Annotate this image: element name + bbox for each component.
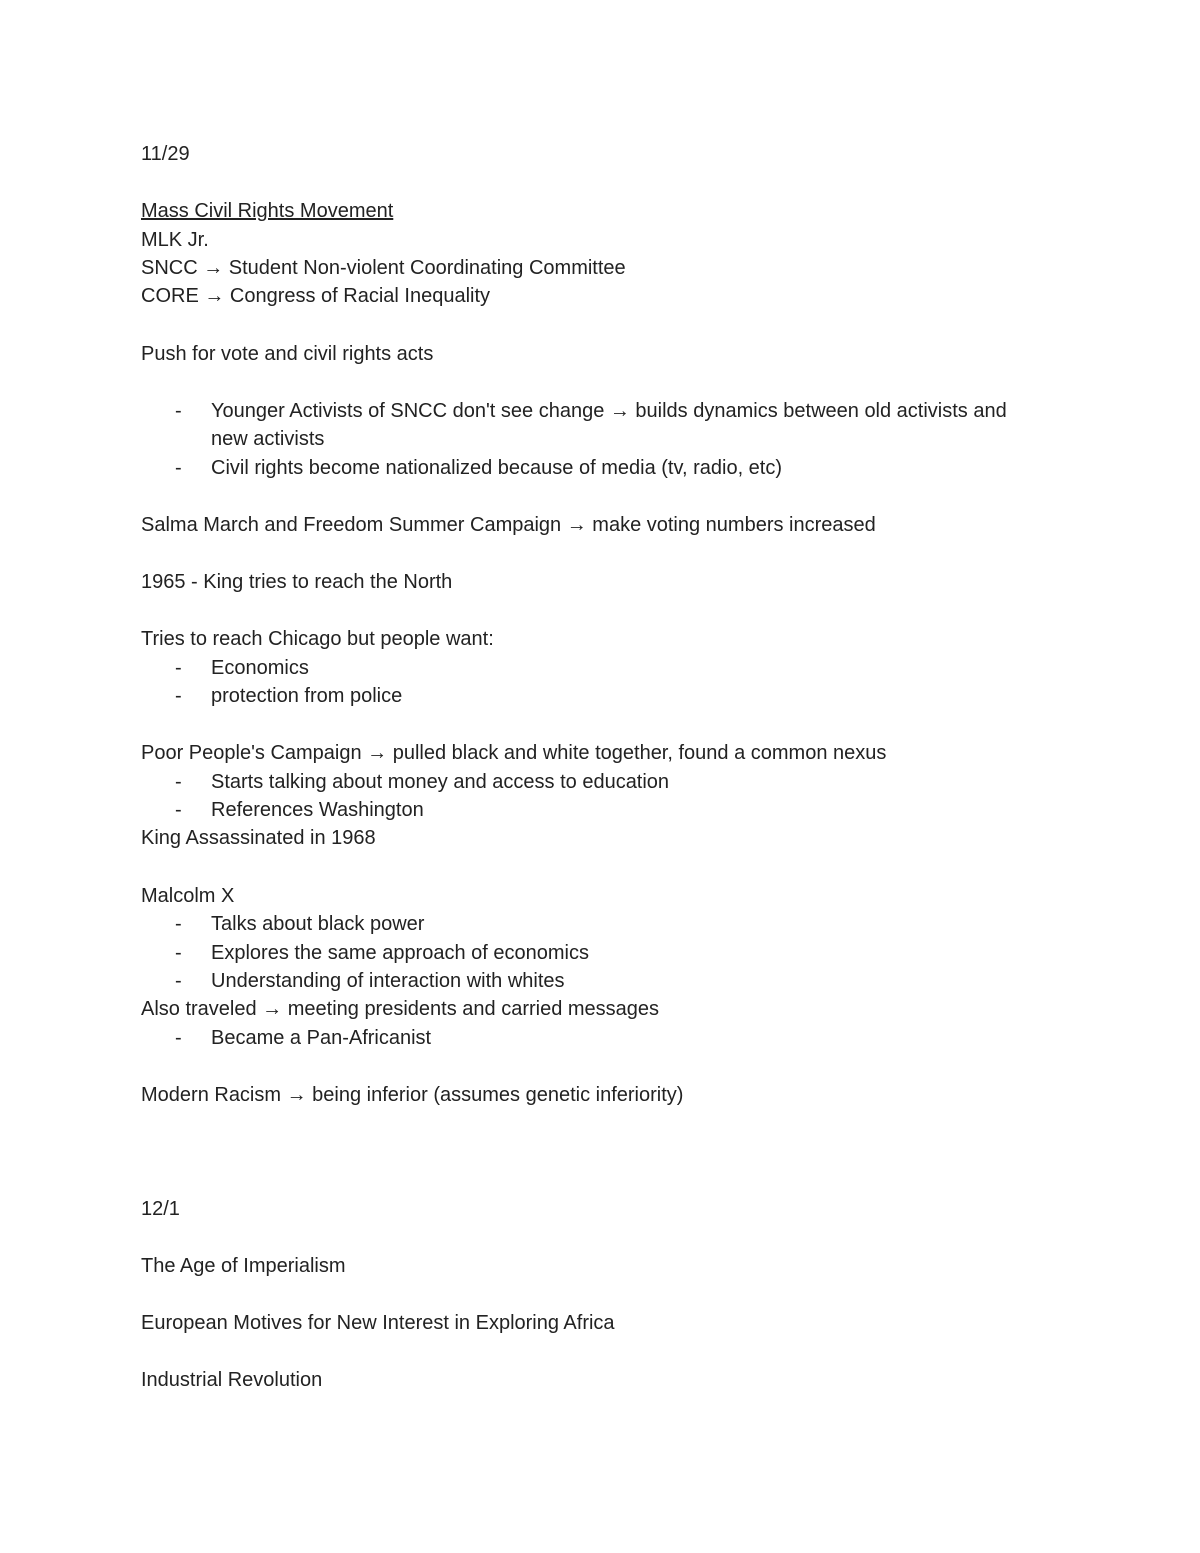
bullet-text: Economics <box>211 657 309 679</box>
bullet-dash: - <box>175 771 182 793</box>
bullet-dash: - <box>175 457 182 479</box>
bullet-text: References Washington <box>211 799 424 821</box>
bullet-text: Starts talking about money and access to education <box>211 771 670 793</box>
bullet-dash: - <box>175 970 182 992</box>
note-line-push: Push for vote and civil rights acts <box>141 343 434 365</box>
bullet-dash: - <box>175 799 182 821</box>
date-11-29: 11/29 <box>141 143 190 165</box>
date-12-1: 12/1 <box>141 1198 180 1220</box>
bullet-text: Talks about black power <box>211 913 425 935</box>
note-line-european-motives: European Motives for New Interest in Exploring Africa <box>141 1312 615 1334</box>
note-line-salma: Salma March and Freedom Summer Campaign → make voting numbers increased <box>141 514 876 536</box>
note-line-poor-peoples: Poor People's Campaign → pulled black and white together, found a common nexus <box>141 742 887 764</box>
bullet-text: Younger Activists of SNCC don't see change → builds dynamics between old activists and new activists <box>211 400 1007 450</box>
bullet-text: protection from police <box>211 685 403 707</box>
bullet-text: Became a Pan-Africanist <box>211 1027 432 1049</box>
bullet-text: Explores the same approach of economics <box>211 942 589 964</box>
bullet-text: Civil rights become nationalized because of media (tv, radio, etc) <box>211 457 783 479</box>
bullet-dash: - <box>175 913 182 935</box>
bullet-dash: - <box>175 657 182 679</box>
note-line-1965: 1965 - King tries to reach the North <box>141 571 453 593</box>
bullet-text: Understanding of interaction with whites <box>211 970 565 992</box>
note-line-assassinated: King Assassinated in 1968 <box>141 827 376 849</box>
note-line-sncc: SNCC → Student Non-violent Coordinating Committee <box>141 257 626 279</box>
list-item <box>141 397 1041 453</box>
bullet-dash: - <box>175 1027 182 1049</box>
bullet-dash: - <box>175 400 182 422</box>
note-line-industrial-revolution: Industrial Revolution <box>141 1369 323 1391</box>
note-line-malcolm: Malcolm X <box>141 885 235 907</box>
bullet-dash: - <box>175 942 182 964</box>
note-line-traveled: Also traveled → meeting presidents and carried messages <box>141 998 660 1020</box>
note-line-core: CORE → Congress of Racial Inequality <box>141 285 491 307</box>
section-heading-civil-rights: Mass Civil Rights Movement <box>141 200 394 222</box>
note-line-chicago: Tries to reach Chicago but people want: <box>141 628 494 650</box>
note-line-modern-racism: Modern Racism → being inferior (assumes genetic inferiority) <box>141 1084 684 1106</box>
note-line-mlk: MLK Jr. <box>141 229 209 251</box>
bullet-dash: - <box>175 685 182 707</box>
note-line-age-of-imperialism: The Age of Imperialism <box>141 1255 346 1277</box>
